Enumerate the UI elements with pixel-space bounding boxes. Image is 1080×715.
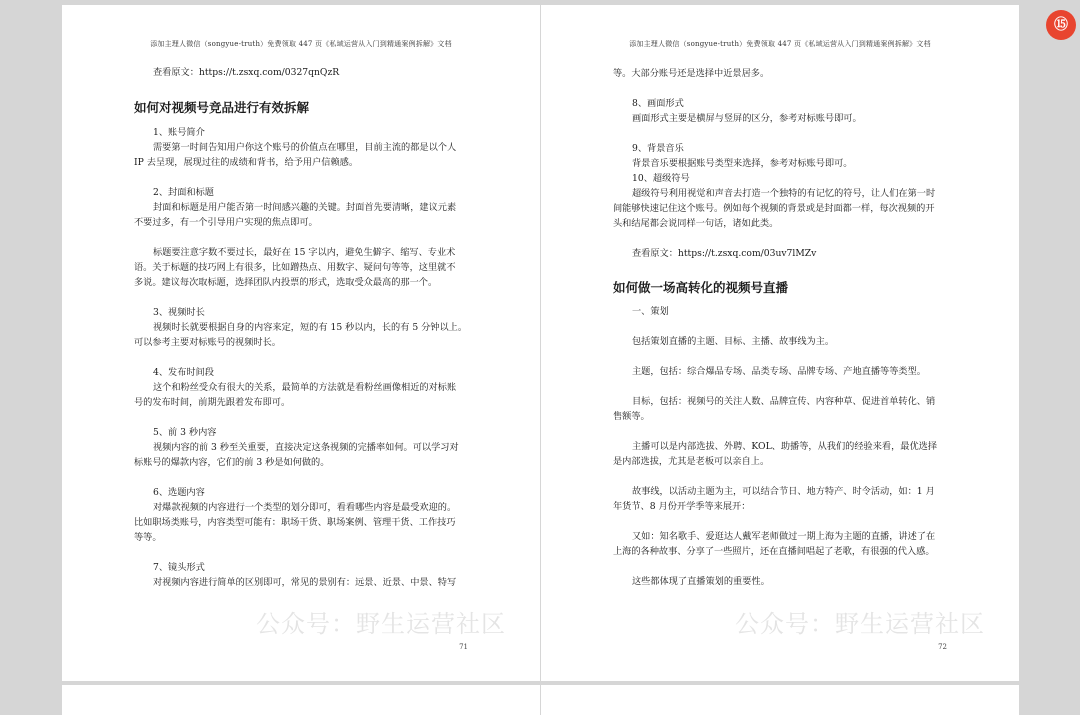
text-line: 封面和标题是用户能否第一时间感兴趣的关键。封面首先要清晰，建议元素	[153, 202, 457, 213]
text-line: 6、选题内容	[153, 487, 205, 498]
section-title: 如何对视频号竞品进行有效拆解	[134, 100, 310, 115]
text-line: 3、视频时长	[153, 307, 205, 318]
document-page-right	[541, 5, 1019, 681]
page-content	[134, 65, 474, 590]
paragraph-list	[613, 66, 953, 261]
text-line: 是内部选拔，尤其是老板可以亲自上。	[613, 456, 770, 467]
text-line: 又如：知名歌手、爱逛达人戴军老师做过一期上海为主题的直播，讲述了在	[632, 531, 936, 542]
text-line: IP 去呈现，展现过往的成绩和背书，给予用户信赖感。	[134, 157, 359, 168]
text-line: 超级符号利用视觉和声音去打造一个独特的有记忆的符号，让人们在第一时	[632, 188, 936, 199]
text-line: 对视频内容进行简单的区别即可，常见的景别有：远景、近景、中景、特写	[153, 577, 457, 588]
paragraph-spacer	[613, 126, 953, 141]
page-number: 72	[938, 643, 947, 651]
paragraph-spacer	[134, 230, 474, 245]
paragraph-spacer	[613, 81, 953, 96]
paragraph-spacer	[613, 424, 953, 439]
text-line: 语。关于标题的技巧网上有很多，比如蹭热点、用数字、疑问句等等，这里就不	[134, 262, 456, 273]
paragraph-spacer	[134, 350, 474, 365]
paragraph-spacer	[134, 170, 474, 185]
watermark: 公众号：野生运营社区	[256, 610, 506, 638]
text-line: 不要过多，有一个引导用户实现的焦点即可。	[134, 217, 318, 228]
document-page-left	[62, 5, 540, 681]
text-line: 视频时长就要根据自身的内容来定，短的有 15 秒以内，长的有 5 分钟以上。	[153, 322, 468, 333]
text-line: 等。大部分账号还是选择中近景居多。	[613, 68, 770, 79]
text-line: 主题，包括：综合爆品专场、品类专场、品牌专场、产地直播等等类型。	[632, 366, 926, 377]
text-line: 比如职场类账号，内容类型可能有：职场干货、职场案例、管理干货、工作技巧	[134, 517, 456, 528]
text-line: 8、画面形式	[632, 98, 684, 109]
text-line: 4、发布时间段	[153, 367, 214, 378]
paragraph-list	[134, 125, 474, 590]
text-line: 对爆款视频的内容进行一个类型的划分即可，看看哪些内容是最受欢迎的。	[153, 502, 457, 513]
next-page-right-edge	[541, 685, 1019, 715]
text-line: 可以参考主要对标账号的视频时长。	[134, 337, 281, 348]
text-line: 这些都体现了直播策划的重要性。	[632, 576, 770, 587]
text-line: 包括策划直播的主题、目标、主播、故事线为主。	[632, 336, 835, 347]
text-line: 标题要注意字数不要过长，最好在 15 字以内，避免生僻字、缩写、专业术	[153, 247, 456, 258]
source-link[interactable]: 查看原文：https://t.zsxq.com/0327qnQzR	[153, 67, 340, 78]
text-line: 1、账号简介	[153, 127, 205, 138]
text-line: 年货节、8 月份开学季等来展开：	[613, 501, 751, 512]
text-line: 等等。	[134, 532, 162, 543]
text-line: 画面形式主要是横屏与竖屏的区分，参考对标账号即可。	[632, 113, 862, 124]
paragraph-spacer	[613, 231, 953, 246]
paragraph-spacer	[134, 545, 474, 560]
paragraph-spacer	[613, 469, 953, 484]
paragraph-spacer	[134, 470, 474, 485]
text-line: 9、背景音乐	[632, 143, 684, 154]
text-line: 多说。建议每次取标题，选择团队内投票的形式，选取受众最高的那一个。	[134, 277, 438, 288]
text-line: 故事线，以活动主题为主，可以结合节日、地方特产、时令活动，如：1 月	[632, 486, 935, 497]
text-line: 间能够快速记住这个账号。例如每个视频的背景或是封面都一样，每次视频的开	[613, 203, 935, 214]
text-line: 目标，包括：视频号的关注人数、品牌宣传、内容种草、促进首单转化、销	[632, 396, 936, 407]
text-line: 标账号的爆款内容，它们的前 3 秒是如何做的。	[134, 457, 330, 468]
text-line: 10、超级符号	[632, 173, 690, 184]
next-page-left-edge	[62, 685, 540, 715]
text-line: 主播可以是内部选拔、外聘、KOL、助播等，从我们的经验来看，最优选择	[632, 441, 938, 452]
watermark: 公众号：野生运营社区	[735, 610, 985, 638]
text-line: 7、镜头形式	[153, 562, 205, 573]
page-header: 添加主理人微信（songyue-truth）免费领取 447 页《私域运营从入门到精通案例拆解》文档	[150, 40, 452, 48]
section-title: 如何做一场高转化的视频号直播	[613, 280, 789, 295]
text-line: 需要第一时间告知用户你这个账号的价值点在哪里，目前主流的都是以个人	[153, 142, 457, 153]
paragraph-spacer	[613, 349, 953, 364]
paragraph-spacer	[134, 290, 474, 305]
text-line: 上海的各种故事、分享了一些照片，还在直播间唱起了老歌，有很强的代入感。	[613, 546, 935, 557]
paragraph-list	[613, 304, 953, 589]
text-line: 背景音乐要根据账号类型来选择，参考对标账号即可。	[632, 158, 853, 169]
text-line[interactable]: 查看原文：https://t.zsxq.com/03uv7lMZv	[632, 248, 817, 259]
text-line: 5、前 3 秒内容	[153, 427, 217, 438]
text-line: 头和结尾都会说同样一句话，诸如此类。	[613, 218, 779, 229]
text-line: 售额等。	[613, 411, 650, 422]
text-line: 2、封面和标题	[153, 187, 214, 198]
app-logo-icon[interactable]: ⑮	[1046, 10, 1076, 40]
paragraph-spacer	[613, 319, 953, 334]
text-line: 一、策划	[632, 306, 669, 317]
text-line: 号的发布时间，前期先跟着发布即可。	[134, 397, 291, 408]
paragraph-spacer	[134, 410, 474, 425]
text-line: 视频内容的前 3 秒至关重要，直接决定这条视频的完播率如何。可以学习对	[153, 442, 459, 453]
page-content	[613, 66, 953, 589]
page-number: 71	[459, 643, 468, 651]
paragraph-spacer	[613, 514, 953, 529]
paragraph-spacer	[613, 379, 953, 394]
page-header: 添加主理人微信（songyue-truth）免费领取 447 页《私域运营从入门到精通案例拆解》文档	[629, 40, 931, 48]
paragraph-spacer	[613, 559, 953, 574]
text-line: 这个和粉丝受众有很大的关系，最简单的方法就是看粉丝画像相近的对标账	[153, 382, 457, 393]
